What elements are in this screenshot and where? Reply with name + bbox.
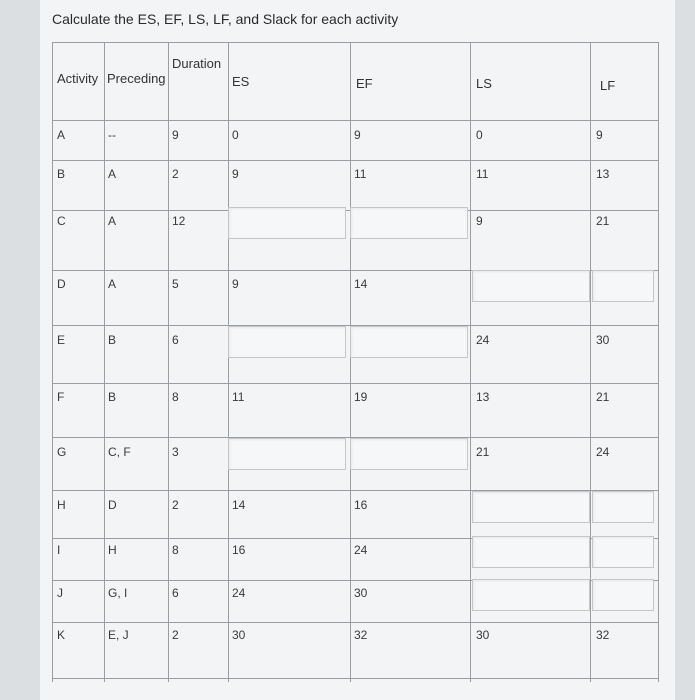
cell-preceding: D xyxy=(108,498,117,512)
header-es: ES xyxy=(232,74,250,89)
column-divider xyxy=(52,42,53,682)
cell-es: 30 xyxy=(232,628,246,642)
row-divider xyxy=(52,678,658,679)
cell-es: 14 xyxy=(232,498,246,512)
cell-duration: 6 xyxy=(172,586,179,600)
cell-ls: 24 xyxy=(476,333,490,347)
cell-lf: 32 xyxy=(596,628,610,642)
cell-activity: K xyxy=(57,628,66,642)
header-ls: LS xyxy=(476,76,492,91)
row-divider xyxy=(52,160,658,161)
cell-lf: 21 xyxy=(596,390,610,404)
answer-input-es-G[interactable] xyxy=(228,438,346,470)
header-bottom-border xyxy=(52,120,658,121)
cell-duration: 3 xyxy=(172,445,179,459)
cell-es: 9 xyxy=(232,167,239,181)
cell-duration: 2 xyxy=(172,628,179,642)
cell-lf: 30 xyxy=(596,333,610,347)
column-divider xyxy=(470,42,471,682)
cell-activity: G xyxy=(57,445,67,459)
cell-duration: 8 xyxy=(172,390,179,404)
answer-input-ef-C[interactable] xyxy=(350,207,468,239)
cell-preceding: C, F xyxy=(108,445,131,459)
cell-ef: 14 xyxy=(354,277,368,291)
cell-activity: I xyxy=(57,543,61,557)
cell-es: 11 xyxy=(232,390,245,404)
answer-input-ls-H[interactable] xyxy=(472,491,590,523)
answer-input-es-C[interactable] xyxy=(228,207,346,239)
answer-input-ls-I[interactable] xyxy=(472,536,590,568)
cell-duration: 6 xyxy=(172,333,179,347)
answer-input-ef-G[interactable] xyxy=(350,438,468,470)
cell-preceding: H xyxy=(108,543,117,557)
cell-activity: E xyxy=(57,333,66,347)
cell-ef: 24 xyxy=(354,543,368,557)
cell-ls: 9 xyxy=(476,214,483,228)
column-divider xyxy=(168,42,169,682)
cell-lf: 9 xyxy=(596,128,603,142)
cell-activity: J xyxy=(57,586,63,600)
cell-activity: F xyxy=(57,390,65,404)
cell-preceding: B xyxy=(108,333,117,347)
cell-preceding: G, I xyxy=(108,586,128,600)
answer-input-lf-I[interactable] xyxy=(592,536,654,568)
column-divider xyxy=(104,42,105,682)
cell-activity: B xyxy=(57,167,66,181)
answer-input-ls-J[interactable] xyxy=(472,579,590,611)
cell-preceding: -- xyxy=(108,128,116,142)
cell-es: 9 xyxy=(232,277,239,291)
cell-preceding: A xyxy=(108,277,117,291)
page-title: Calculate the ES, EF, LS, LF, and Slack for each activity xyxy=(52,11,399,27)
cell-preceding: A xyxy=(108,167,117,181)
column-divider xyxy=(590,42,591,682)
cell-ef: 16 xyxy=(354,498,368,512)
answer-input-lf-H[interactable] xyxy=(592,491,654,523)
cell-ls: 21 xyxy=(476,445,490,459)
answer-input-ef-E[interactable] xyxy=(350,326,468,358)
cell-es: 16 xyxy=(232,543,246,557)
cell-activity: H xyxy=(57,498,66,512)
cell-duration: 9 xyxy=(172,128,179,142)
header-duration: Duration xyxy=(172,56,222,71)
row-divider xyxy=(52,383,658,384)
answer-input-es-E[interactable] xyxy=(228,326,346,358)
cell-ef: 11 xyxy=(354,167,367,181)
header-lf: LF xyxy=(600,78,616,93)
cell-ef: 9 xyxy=(354,128,361,142)
cell-duration: 12 xyxy=(172,214,186,228)
header-activity: Activity xyxy=(57,71,99,86)
column-divider xyxy=(350,42,351,682)
cell-activity: A xyxy=(57,128,66,142)
cell-es: 24 xyxy=(232,586,246,600)
cell-activity: C xyxy=(57,214,66,228)
table-top-border xyxy=(52,42,658,43)
cell-ls: 0 xyxy=(476,128,483,142)
cell-ef: 30 xyxy=(354,586,368,600)
header-ef: EF xyxy=(356,76,373,91)
cell-lf: 24 xyxy=(596,445,610,459)
cell-ls: 11 xyxy=(476,167,489,181)
column-divider xyxy=(658,42,659,682)
cell-duration: 2 xyxy=(172,498,179,512)
answer-input-lf-D[interactable] xyxy=(592,270,654,302)
column-divider xyxy=(228,42,229,682)
cell-ef: 19 xyxy=(354,390,368,404)
row-divider xyxy=(52,622,658,623)
answer-input-lf-J[interactable] xyxy=(592,579,654,611)
cell-duration: 8 xyxy=(172,543,179,557)
cell-activity: D xyxy=(57,277,66,291)
cell-ls: 30 xyxy=(476,628,490,642)
cell-es: 0 xyxy=(232,128,239,142)
cell-duration: 2 xyxy=(172,167,179,181)
cell-duration: 5 xyxy=(172,277,179,291)
cell-lf: 21 xyxy=(596,214,610,228)
cell-ef: 32 xyxy=(354,628,368,642)
cell-preceding: B xyxy=(108,390,117,404)
cell-ls: 13 xyxy=(476,390,490,404)
cell-preceding: A xyxy=(108,214,117,228)
cell-preceding: E, J xyxy=(108,628,129,642)
header-preceding: Preceding xyxy=(107,71,166,86)
cell-lf: 13 xyxy=(596,167,610,181)
answer-input-ls-D[interactable] xyxy=(472,270,590,302)
